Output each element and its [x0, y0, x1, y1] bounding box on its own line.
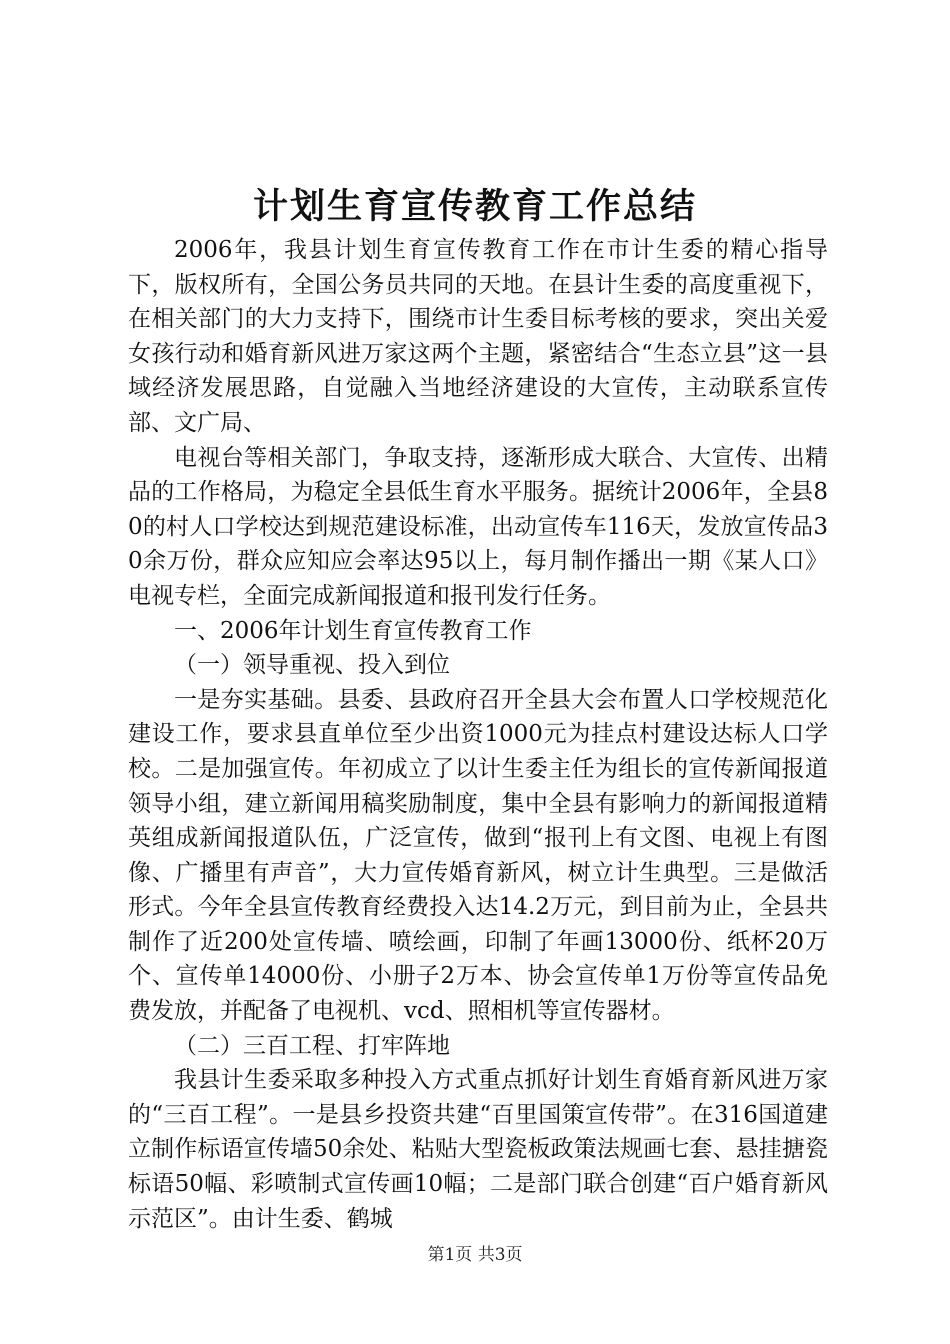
- document-body: [128, 233, 828, 1236]
- subsection-heading-2: （二）三百工程、打牢阵地: [174, 1032, 450, 1059]
- page-footer: 第1页 共3页: [427, 1245, 523, 1265]
- section-heading: 一、2006年计划生育宣传教育工作: [174, 617, 532, 644]
- paragraph-three-hundred-project: 我县计生委采取多种投入方式重点抓好计划生育婚育新风进万家的“三百工程”。一是县乡投资共建“百里国策宣传带”。在316国道建立制作标语宣传墙50余处、粘贴大型瓷板政策法规画七套、悬挂搪瓷标语50幅、彩喷制式宣传画10幅；二是部门联合创建“百户婚育新风示范区”。由计生委、鹤城: [128, 1067, 828, 1232]
- paragraph-summary: 电视台等相关部门，争取支持，逐渐形成大联合、大宣传、出精品的工作格局，为稳定全县低生育水平服务。据统计2006年，全县80的村人口学校达到规范建设标准，出动宣传车116天，发放宣传品30余万份，群众应知应会率达95以上，每月制作播出一期《某人口》电视专栏，全面完成新闻报道和报刊发行任务。: [128, 444, 828, 609]
- paragraph-intro: 2006年，我县计划生育宣传教育工作在市计生委的精心指导下，版权所有，全国公务员共同的天地。在县计生委的高度重视下，在相关部门的大力支持下，围绕市计生委目标考核的要求，突出关爱女孩行动和婚育新风进万家这两个主题，紧密结合“生态立县”这一县域经济发展思路，自觉融入当地经济建设的大宣传，主动联系宣传部、文广局、: [128, 237, 828, 436]
- subsection-heading-1: （一）领导重视、投入到位: [174, 652, 450, 679]
- document-title: 计划生育宣传教育工作总结: [252, 186, 697, 227]
- paragraph-leadership: 一是夯实基础。县委、县政府召开全县大会布置人口学校规范化建设工作，要求县直单位至少出资1000元为挂点村建设达标人口学校。二是加强宣传。年初成立了以计生委主任为组长的宣传新闻报道领导小组，建立新闻用稿奖励制度，集中全县有影响力的新闻报道精英组成新闻报道队伍，广泛宣传，做到“报刊上有文图、电视上有图像、广播里有声音”，大力宣传婚育新风，树立计生典型。三是做活形式。今年全县宣传教育经费投入达14.2万元，到目前为止，全县共制作了近200处宣传墙、喷绘画，印制了年画13000份、纸杯20万个、宣传单14000份、小册子2万本、协会宣传单1万份等宣传品免费发放，并配备了电视机、vcd、照相机等宣传器材。: [128, 686, 828, 1025]
